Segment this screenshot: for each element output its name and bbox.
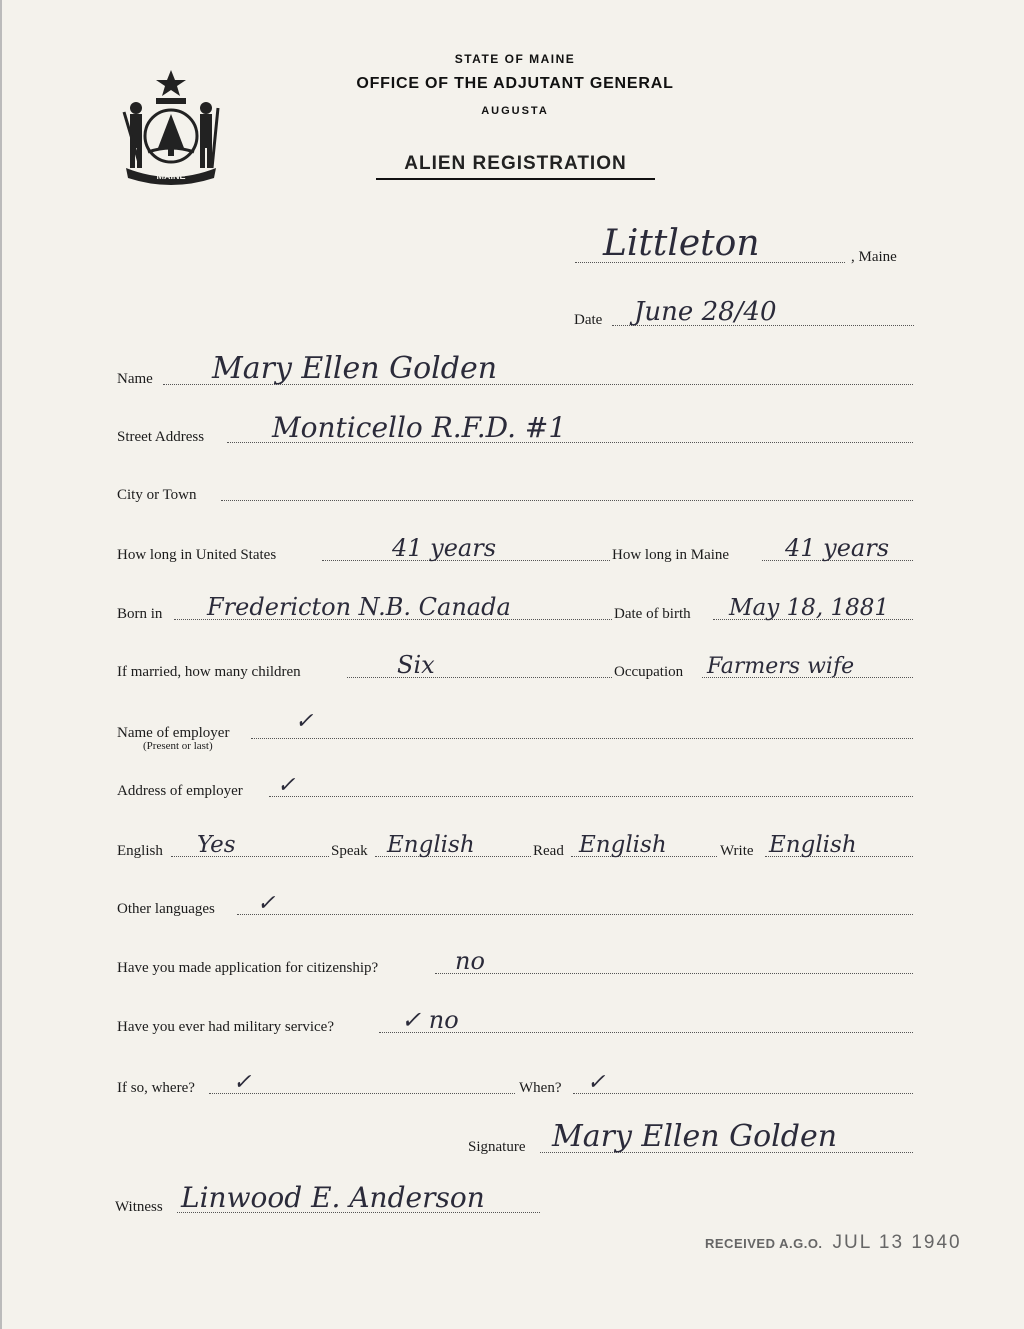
where-label: If so, where?: [117, 1080, 195, 1096]
date-value: June 28/40: [634, 297, 777, 327]
city-label: City or Town: [117, 487, 197, 503]
employer-line: [251, 738, 913, 739]
signature-row: [468, 1119, 913, 1156]
town-value: Littleton: [603, 223, 760, 264]
name-value: Mary Ellen Golden: [212, 351, 498, 386]
signature-value: Mary Ellen Golden: [552, 1119, 838, 1154]
employer-sublabel: (Present or last): [143, 740, 213, 752]
children-value: Six: [397, 651, 435, 679]
maine-time-label: How long in Maine: [612, 547, 730, 563]
office-heading: OFFICE OF THE ADJUTANT GENERAL: [356, 75, 674, 92]
language-row: [117, 834, 913, 860]
where-value: ✓: [233, 1070, 252, 1095]
english-label: English: [117, 843, 163, 859]
received-stamp-text: RECEIVED A.G.O.: [705, 1236, 823, 1251]
us-time-value: 41 years: [392, 534, 497, 562]
employer-address-row: [117, 774, 913, 800]
dob-label: Date of birth: [614, 606, 691, 622]
write-value: English: [769, 832, 857, 858]
service-detail-row: [117, 1071, 913, 1097]
military-line: [379, 1032, 913, 1033]
citizenship-row: [117, 947, 913, 977]
received-stamp: [705, 1232, 962, 1254]
military-label: Have you ever had military service?: [117, 1019, 334, 1035]
city-row: [117, 478, 913, 504]
maine-state-seal: [118, 68, 224, 186]
maine-time-value: 41 years: [785, 534, 890, 562]
citizenship-line: [435, 973, 913, 974]
town-suffix: , Maine: [851, 249, 897, 265]
english-value: Yes: [197, 832, 236, 858]
born-label: Born in: [117, 606, 163, 622]
born-value: Fredericton N.B. Canada: [207, 593, 511, 621]
when-line: [573, 1093, 913, 1094]
when-value: ✓: [587, 1070, 606, 1095]
street-row: [117, 411, 913, 446]
date-label: Date: [574, 312, 603, 328]
signature-label: Signature: [468, 1139, 526, 1155]
children-label: If married, how many children: [117, 664, 301, 680]
name-label: Name: [117, 371, 153, 387]
family-row: [117, 651, 913, 681]
military-row: [117, 1006, 913, 1036]
other-languages-label: Other languages: [117, 901, 215, 917]
citizenship-label: Have you made application for citizenship?: [117, 960, 379, 976]
city-line: [221, 500, 913, 501]
other-languages-line: [237, 914, 913, 915]
dob-value: May 18, 1881: [729, 595, 889, 621]
seal-banner-text: MAINE: [156, 171, 186, 181]
citizenship-value: no: [455, 947, 485, 975]
employer-row: [117, 709, 913, 742]
witness-row: [115, 1181, 540, 1216]
military-value: ✓ no: [401, 1006, 459, 1034]
city-heading: AUGUSTA: [481, 105, 549, 117]
occupation-value: Farmers wife: [707, 654, 855, 679]
occupation-label: Occupation: [614, 664, 684, 680]
english-line: [171, 856, 329, 857]
other-languages-value: ✓: [257, 891, 276, 916]
received-stamp-date: JUL 13 1940: [832, 1232, 962, 1253]
street-label: Street Address: [117, 429, 205, 445]
when-label: When?: [519, 1080, 562, 1096]
employer-address-line: [269, 796, 913, 797]
street-value: Monticello R.F.D. #1: [272, 411, 567, 444]
name-row: [117, 351, 913, 388]
date-row: [574, 297, 914, 329]
us-time-label: How long in United States: [117, 547, 277, 563]
town-row: [575, 223, 920, 266]
employer-value: ✓: [295, 709, 314, 734]
state-heading: STATE OF MAINE: [454, 52, 576, 66]
read-value: English: [579, 832, 667, 858]
other-languages-row: [117, 892, 913, 918]
children-line: [347, 677, 612, 678]
employer-address-label: Address of employer: [117, 783, 243, 799]
witness-label: Witness: [115, 1199, 163, 1215]
speak-value: English: [387, 832, 475, 858]
speak-label: Speak: [331, 843, 368, 859]
read-label: Read: [533, 843, 564, 859]
employer-address-value: ✓: [277, 773, 296, 798]
witness-value: Linwood E. Anderson: [181, 1181, 485, 1214]
form-title: ALIEN REGISTRATION: [376, 153, 655, 180]
write-label: Write: [720, 843, 754, 859]
residency-row: [117, 534, 925, 564]
employer-label: Name of employer: [117, 725, 230, 741]
birth-row: [117, 593, 925, 623]
where-line: [209, 1093, 515, 1094]
